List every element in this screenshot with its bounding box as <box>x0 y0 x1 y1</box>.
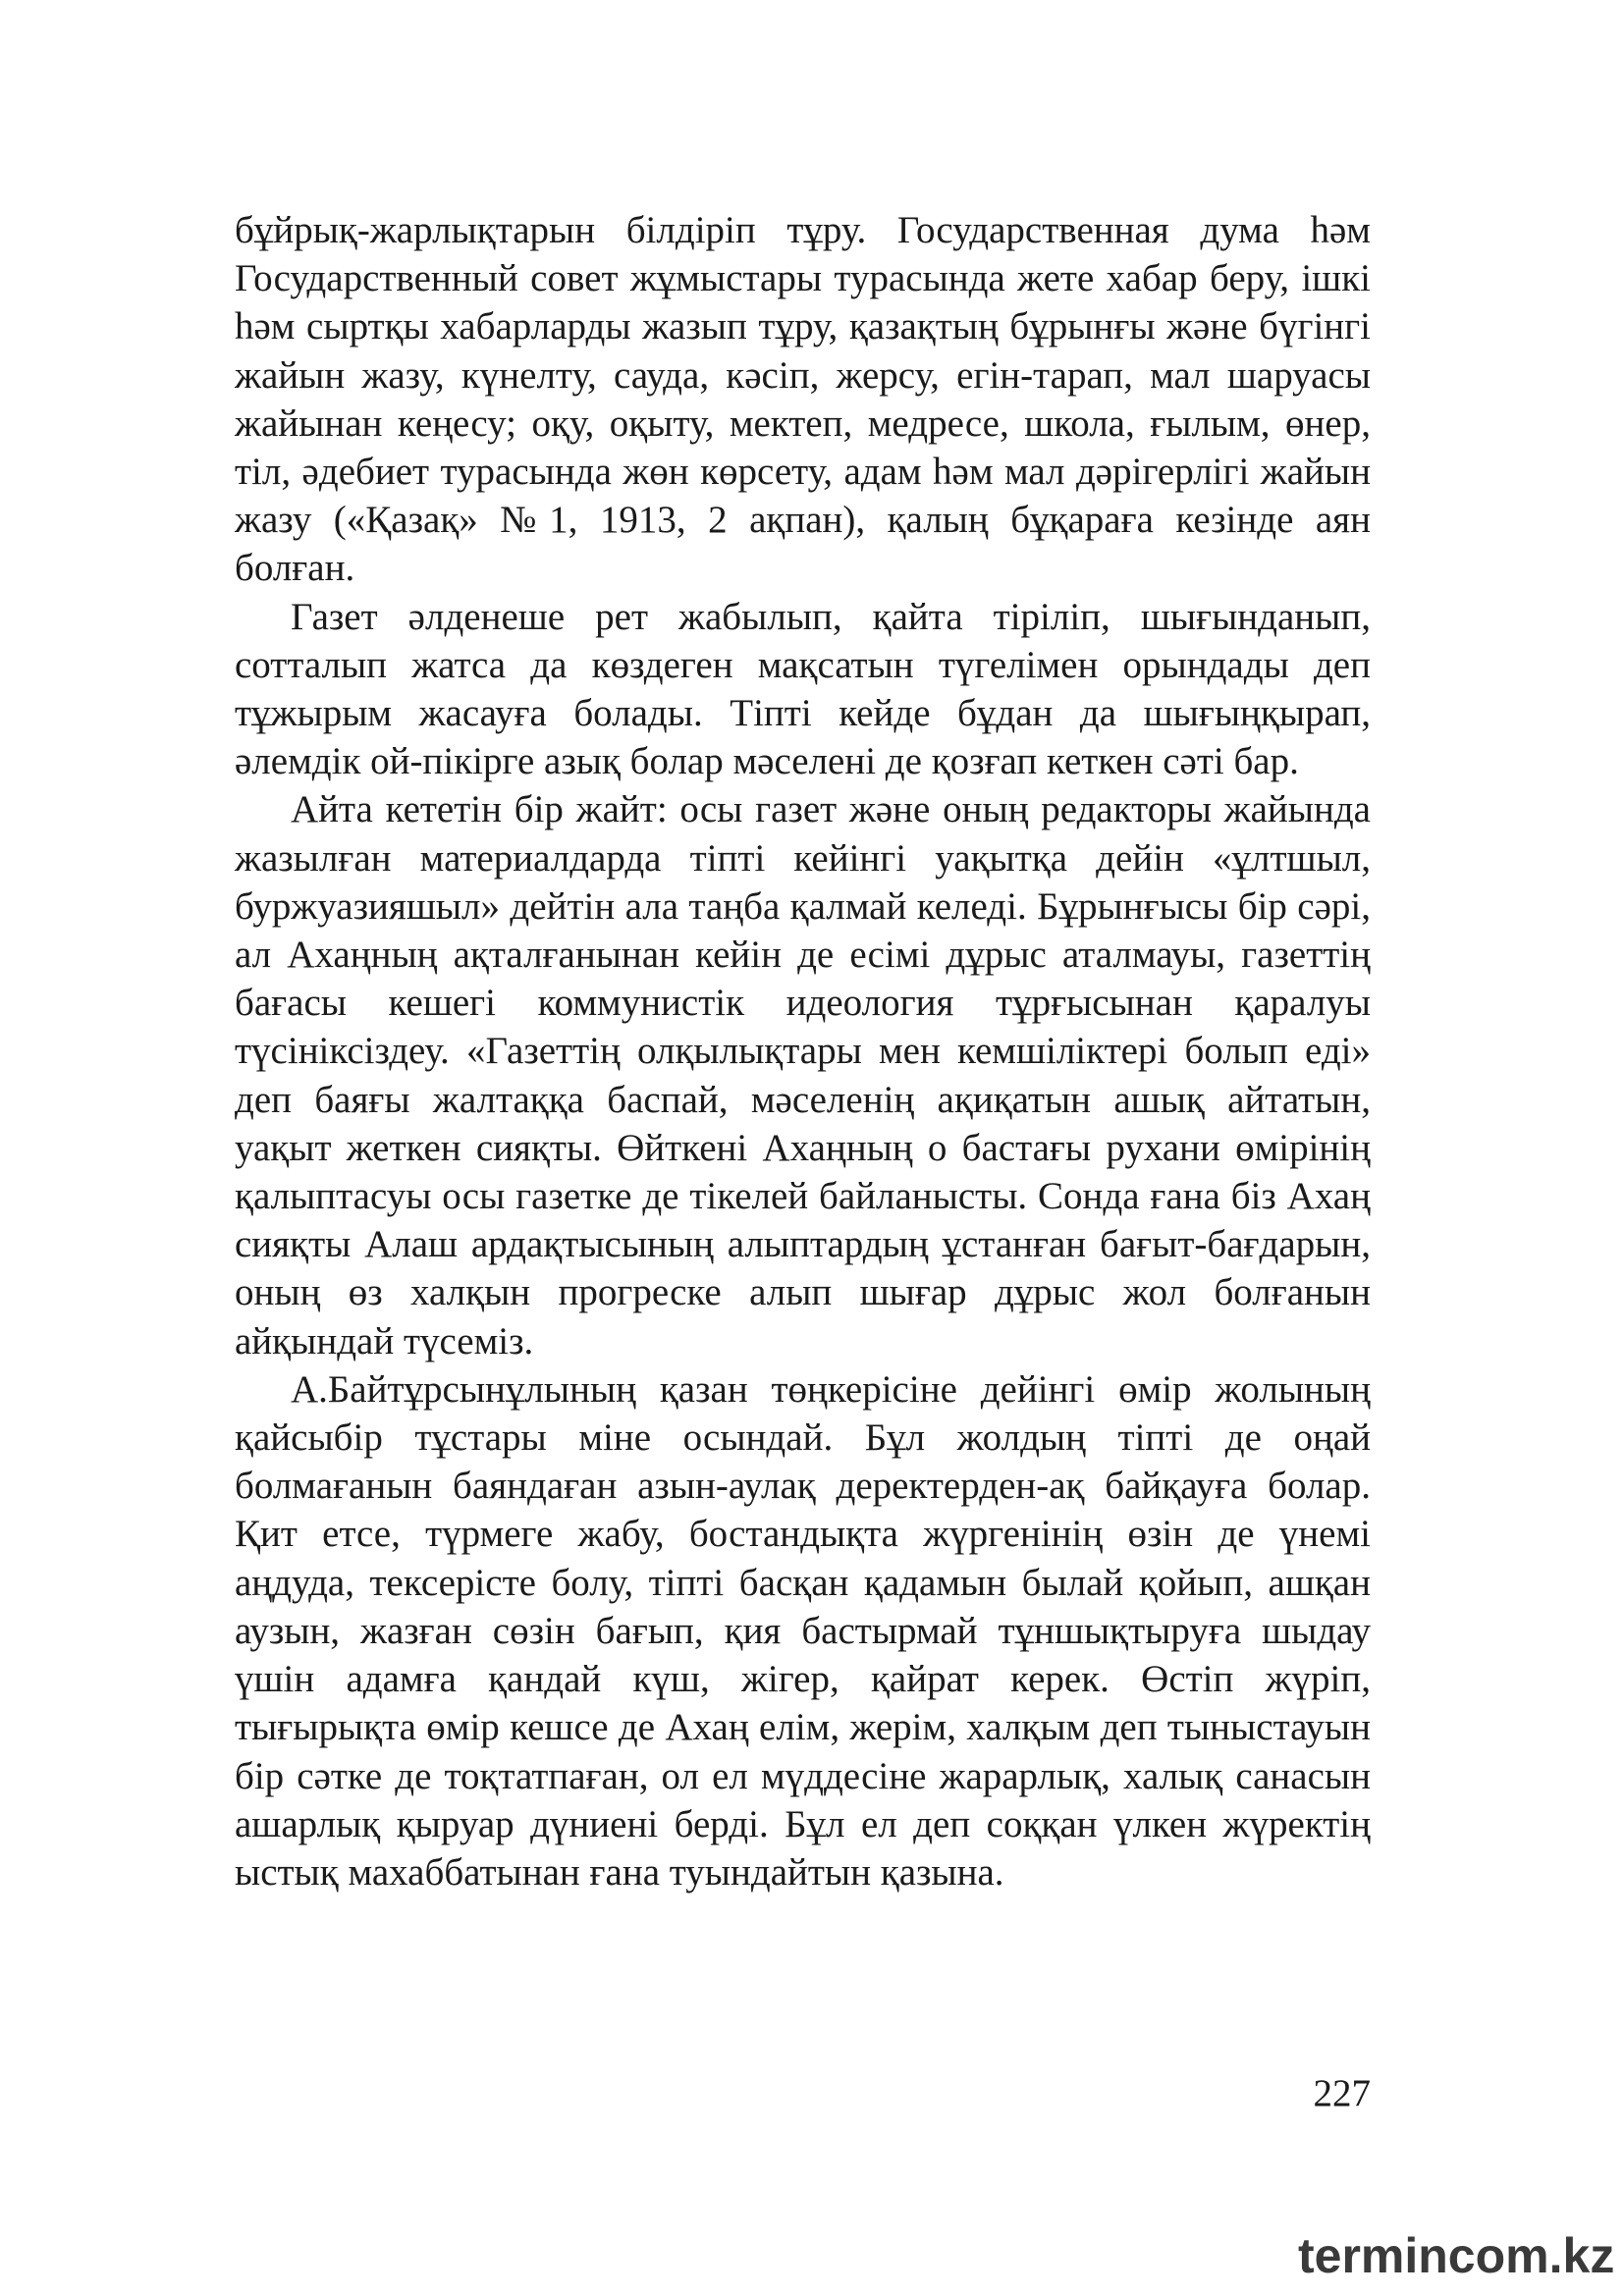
watermark-logo: termincom.kz <box>1298 2228 1615 2283</box>
paragraph-1: бұйрық-жарлықтарын білдіріп тұру. Государственная дума һәм Государственный совет жұмыстары турасында жете хабар беру, ішкі һәм сыртқы хабарларды жазып тұру, қазақтың бұрынғы және бүгінгі жайын жазу, күнелту, сауда, кәсіп, жерсу, егін-тарап, мал шаруасы жайынан кеңесу; оқу, оқыту, мектеп, медресе, школа, ғылым, өнер, тіл, әдебиет турасында жөн көрсету, адам һәм мал дәрігерлігі жайын жазу («Қазақ» №1, 1913, 2 ақпан), қалың бұқараға кезінде аян болған. <box>235 209 1371 590</box>
paragraph-3: Айта кететін бір жайт: осы газет және оның редакторы жайында жазылған материалдарда тіпті кейінгі уақытқа дейін «ұлтшыл, буржуазияшыл» дейтін ала таңба қалмай келеді. Бұрынғысы бір сәрі, ал Ахаңның ақталғанынан кейін де есімі дұрыс аталмауы, газеттің бағасы кешегі коммунистік идеология тұрғысынан қаралуы түсініксіздеу. «Газеттің олқылықтары мен кемшіліктері болып еді» деп баяғы жалтаққа баспай, мәселенің ақиқатын ашық айтатын, уақыт жеткен сияқты. Өйткені Ахаңның о бастағы рухани өмірінің қалыптасуы осы газетке де тікелей байланысты. Сонда ғана біз Ахаң сияқты Алаш ардақтысының алыптардың ұстанған бағыт-бағдарын, оның өз халқын прогреске алып шығар дұрыс жол болғанын айқындай түсеміз. <box>235 788 1371 1362</box>
page-number: 227 <box>1313 2072 1371 2114</box>
page-body <box>235 206 1371 1896</box>
paragraph-4: А.Байтұрсынұлының қазан төңкерісіне дейінгі өмір жолының қайсыбір тұстары міне осындай. Бұл жолдың тіпті де оңай болмағанын баяндаған азын-аулақ деректерден-ақ байқауға болар. Қит етсе, түрмеге жабу, бостандықта жүргенінің өзін де үнемі аңдуда, тексерісте болу, тіпті басқан қадамын былай қойып, ашқан аузын, жазған сөзін бағып, қия бастырмай тұншықтыруға шыдау үшін адамға қандай күш, жігер, қайрат керек. Өстіп жүріп, тығырықта өмір кешсе де Ахаң елім, жерім, халқым деп тыныстауын бір сәтке де тоқтатпаған, ол ел мүддесіне жарарлық, халық санасын ашарлық қыруар дүниені берді. Бұл ел деп соққан үлкен жүректің ыстық махаббатынан ғана туындайтын қазына. <box>235 1367 1371 1894</box>
paragraph-2: Газет әлденеше рет жабылып, қайта тіріліп, шығынданып, сотталып жатса да көздеген мақсатын түгелімен орындады деп тұжырым жасауға болады. Тіпті кейде бұдан да шығыңқырап, әлемдік ой-пікірге азық болар мәселені де қозғап кеткен сәті бар. <box>235 595 1371 783</box>
